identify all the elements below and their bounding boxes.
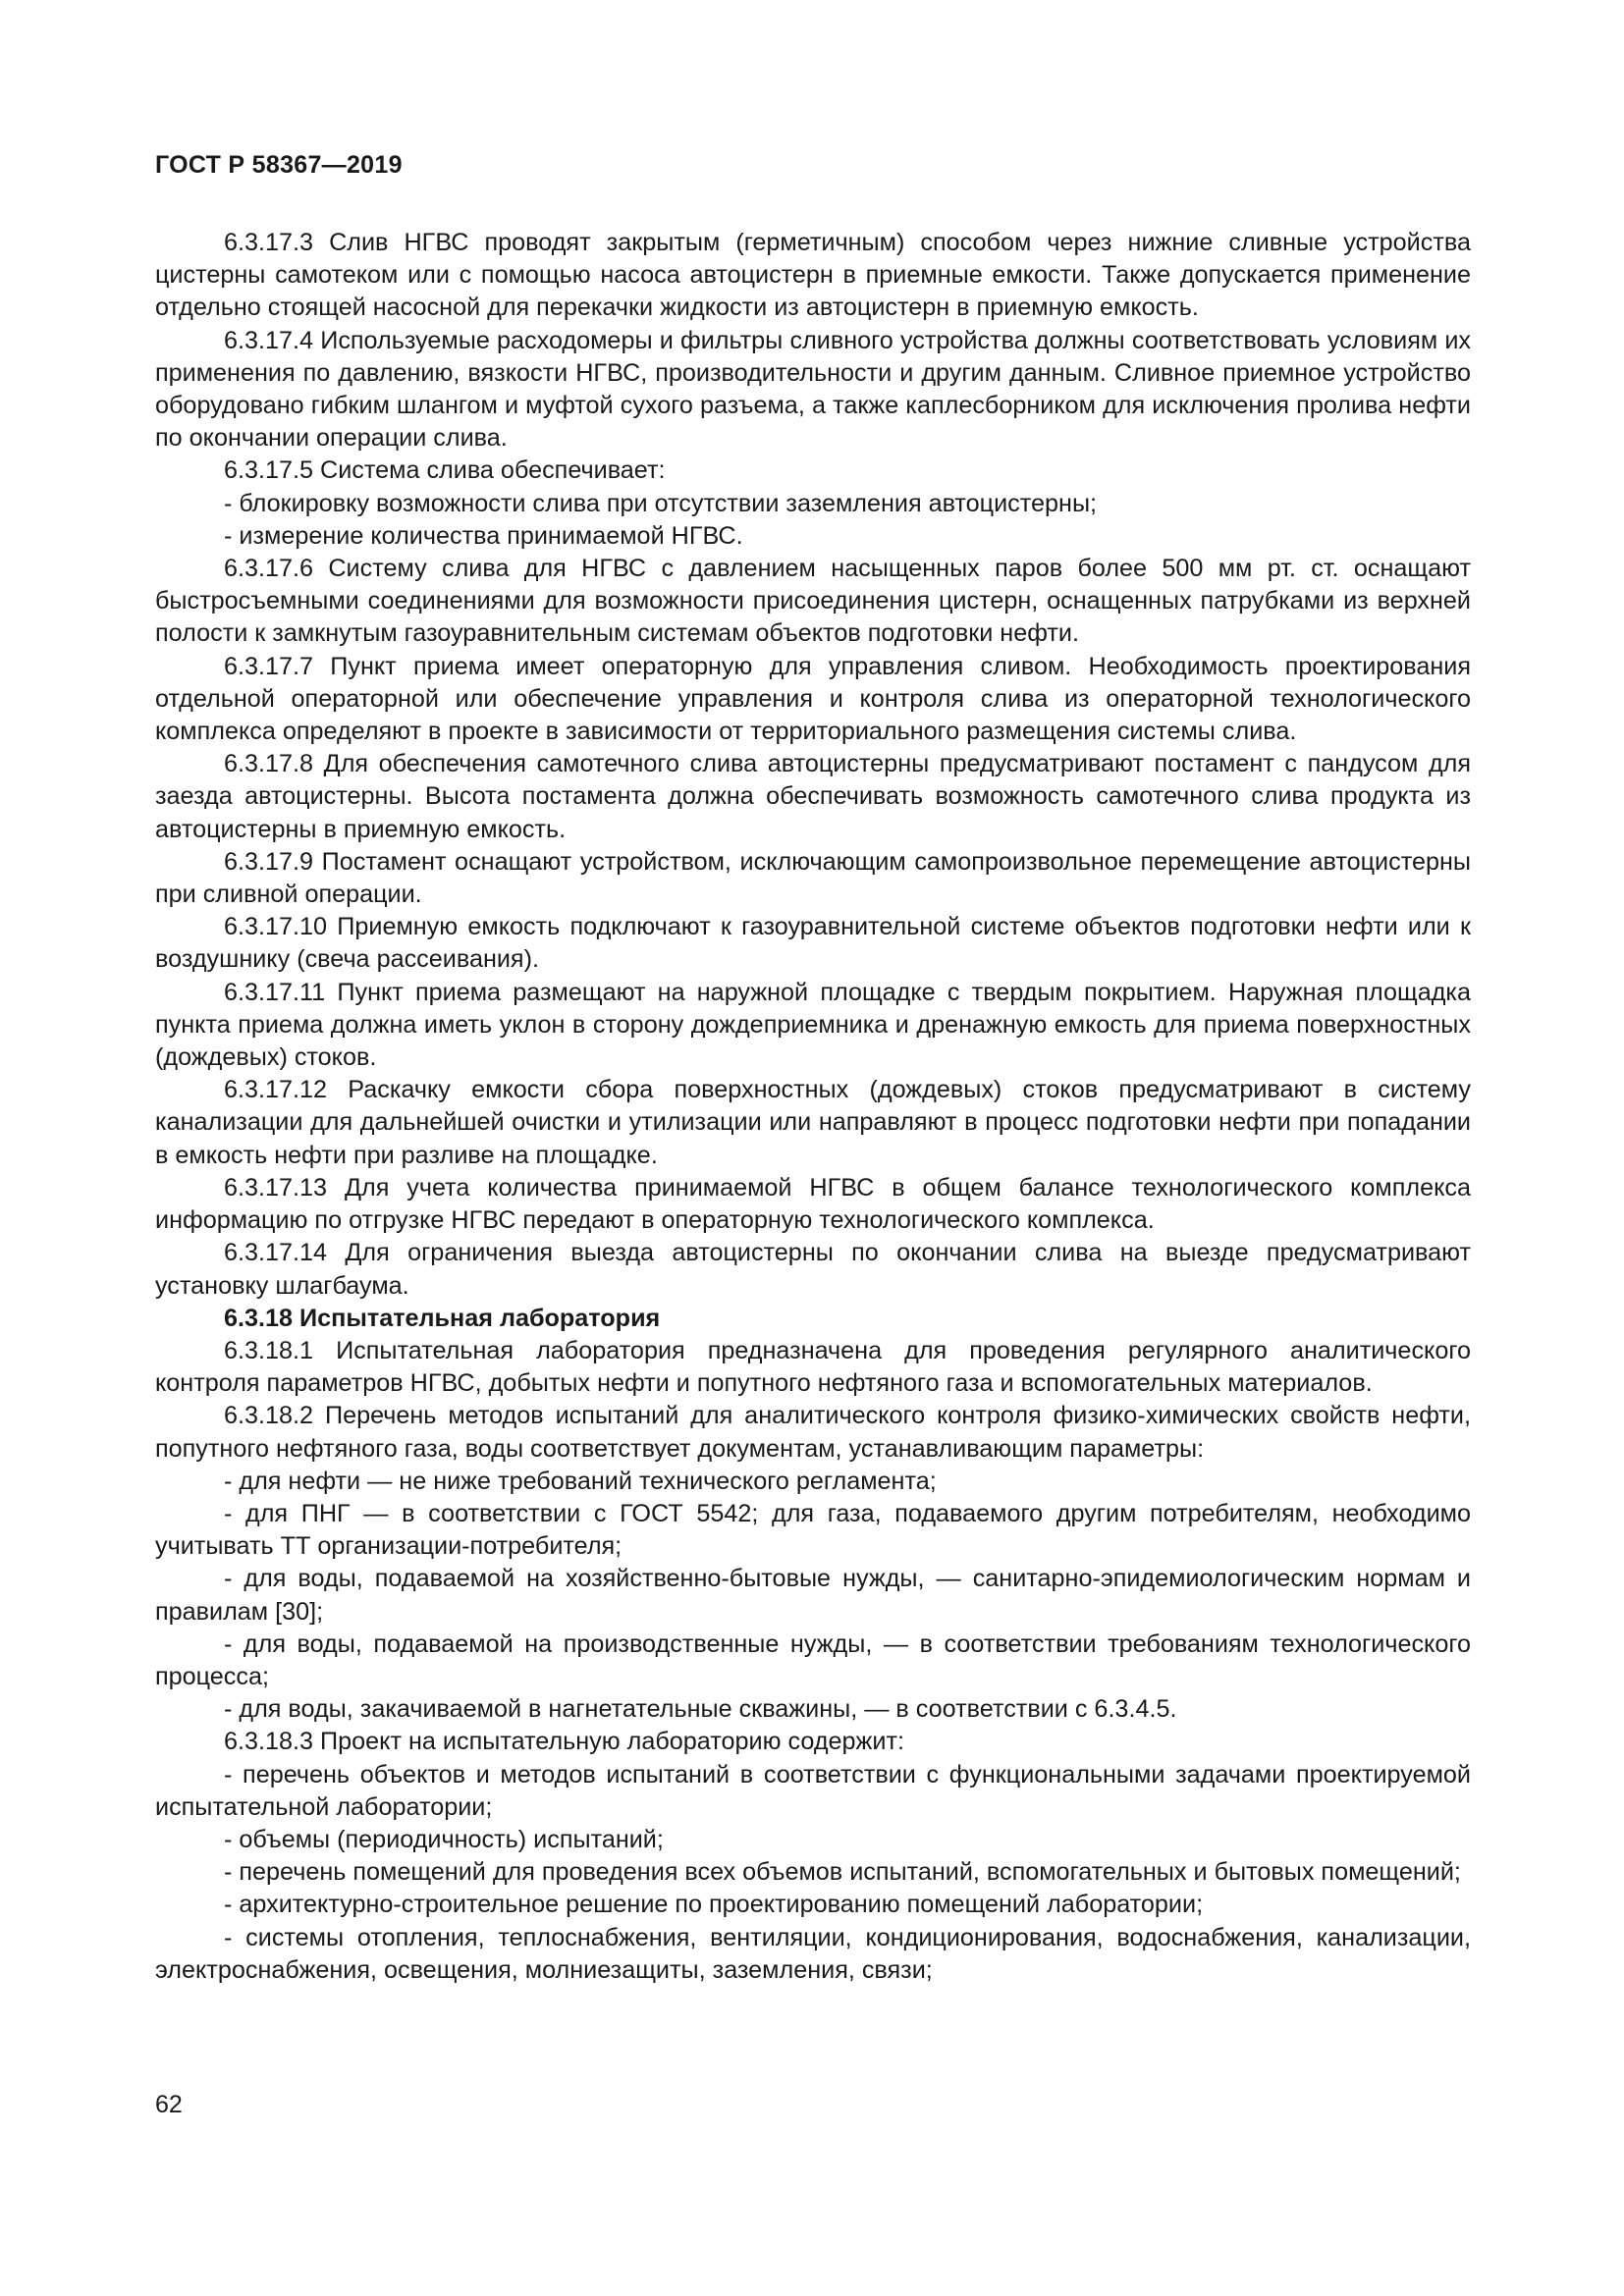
list-item: - для ПНГ — в соответствии с ГОСТ 5542; для газа, подаваемого другим потребителям, необходимо учитывать ТТ организации-потребителя; bbox=[155, 1499, 1471, 1561]
document-header: ГОСТ Р 58367—2019 bbox=[155, 151, 403, 179]
paragraph-6-3-18-2: 6.3.18.2 Перечень методов испытаний для аналитического контроля физико-химических свойств нефти, попутного нефтяного газа, воды соответствует документам, устанавливающим параметры: bbox=[155, 1402, 1471, 1463]
document-body bbox=[155, 227, 1471, 1987]
section-heading-6-3-18: 6.3.18 Испытательная лаборатория bbox=[224, 1304, 661, 1332]
list-item: - для нефти — не ниже требований технического регламента; bbox=[224, 1467, 937, 1495]
list-item: - для воды, подаваемой на производственные нужды, — в соответствии требованиям технологического процесса; bbox=[155, 1629, 1471, 1690]
list-item: - измерение количества принимаемой НГВС. bbox=[224, 521, 743, 550]
list-item: - системы отопления, теплоснабжения, вентиляции, кондиционирования, водоснабжения, канализации, электроснабжения, освещения, молниезащиты, заземления, связи; bbox=[155, 1923, 1471, 1984]
paragraph-6-3-17-5: 6.3.17.5 Система слива обеспечивает: bbox=[224, 456, 666, 485]
paragraph-6-3-17-6: 6.3.17.6 Систему слива для НГВС с давлением насыщенных паров более 500 мм рт. ст. оснащают быстросъемными соединениями для возможности присоединения цистерн, оснащенных патрубками из верхней полости к замкнутым газоуравнительным системам объектов подготовки нефти. bbox=[155, 555, 1471, 648]
paragraph-6-3-17-4: 6.3.17.4 Используемые расходомеры и фильтры сливного устройства должны соответствовать условиям их применения по давлению, вязкости НГВС, производительности и другим данным. Сливное приемное устройство оборудовано гибким шлангом и муфтой сухого разъема, а также каплесборником для исключения пролива нефти по окончании операции слива. bbox=[155, 326, 1471, 453]
list-item: - блокировку возможности слива при отсутствии заземления автоцистерны; bbox=[224, 489, 1098, 517]
paragraph-6-3-18-1: 6.3.18.1 Испытательная лаборатория предназначена для проведения регулярного аналитического контроля параметров НГВС, добытых нефти и попутного нефтяного газа и вспомогательных материалов. bbox=[155, 1336, 1471, 1398]
paragraph-6-3-17-3: 6.3.17.3 Слив НГВС проводят закрытым (герметичным) способом через нижние сливные устройства цистерны самотеком или с помощью насоса автоцистерн в приемные емкости. Также допускается применение отдельно стоящей насосной для перекачки жидкости из автоцистерн в приемную емкость. bbox=[155, 229, 1471, 322]
list-item: - архитектурно-строительное решение по проектированию помещений лаборатории; bbox=[224, 1891, 1204, 1919]
paragraph-6-3-17-8: 6.3.17.8 Для обеспечения самотечного слива автоцистерны предусматривают постамент с пандусом для заезда автоцистерны. Высота постамента должна обеспечивать возможность самотечного слива продукта из автоцистерны в приемную емкость. bbox=[155, 750, 1471, 843]
list-item: - перечень помещений для проведения всех объемов испытаний, вспомогательных и бытовых помещений; bbox=[224, 1858, 1461, 1887]
paragraph-6-3-18-3: 6.3.18.3 Проект на испытательную лабораторию содержит: bbox=[224, 1728, 904, 1756]
paragraph-6-3-17-12: 6.3.17.12 Раскачку емкости сбора поверхностных (дождевых) стоков предусматривают в систему канализации для дальнейшей очистки и утилизации или направляют в процесс подготовки нефти при попадании в емкость нефти при разливе на площадке. bbox=[155, 1076, 1471, 1169]
list-item: - для воды, подаваемой на хозяйственно-бытовые нужды, — санитарно-эпидемиологическим нормам и правилам [30]; bbox=[155, 1565, 1471, 1626]
list-item: - для воды, закачиваемой в нагнетательные скважины, — в соответствии с 6.3.4.5. bbox=[224, 1695, 1177, 1724]
paragraph-6-3-17-11: 6.3.17.11 Пункт приема размещают на наружной площадке с твердым покрытием. Наружная площадка пункта приема должна иметь уклон в сторону дождеприемника и дренажную емкость для приема поверхностных (дождевых) стоков. bbox=[155, 978, 1471, 1072]
paragraph-6-3-17-9: 6.3.17.9 Постамент оснащают устройством, исключающим самопроизвольное перемещение автоцистерны при сливной операции. bbox=[155, 847, 1471, 909]
paragraph-6-3-17-13: 6.3.17.13 Для учета количества принимаемой НГВС в общем балансе технологического комплекса информацию по отгрузке НГВС передают в операторную технологического комплекса. bbox=[155, 1173, 1471, 1235]
paragraph-6-3-17-10: 6.3.17.10 Приемную емкость подключают к газоуравнительной системе объектов подготовки нефти или к воздушнику (свеча рассеивания). bbox=[155, 913, 1471, 974]
page-number: 62 bbox=[155, 2091, 183, 2118]
paragraph-6-3-17-7: 6.3.17.7 Пункт приема имеет операторную для управления сливом. Необходимость проектирования отдельной операторной или обеспечение управления и контроля слива из операторной технологического комплекса определяют в проекте в зависимости от территориального размещения системы слива. bbox=[155, 652, 1471, 746]
paragraph-6-3-17-14: 6.3.17.14 Для ограничения выезда автоцистерны по окончании слива на выезде предусматривают установку шлагбаума. bbox=[155, 1239, 1471, 1300]
list-item: - перечень объектов и методов испытаний в соответствии с функциональными задачами проектируемой испытательной лаборатории; bbox=[155, 1760, 1471, 1821]
list-item: - объемы (периодичность) испытаний; bbox=[224, 1825, 664, 1853]
